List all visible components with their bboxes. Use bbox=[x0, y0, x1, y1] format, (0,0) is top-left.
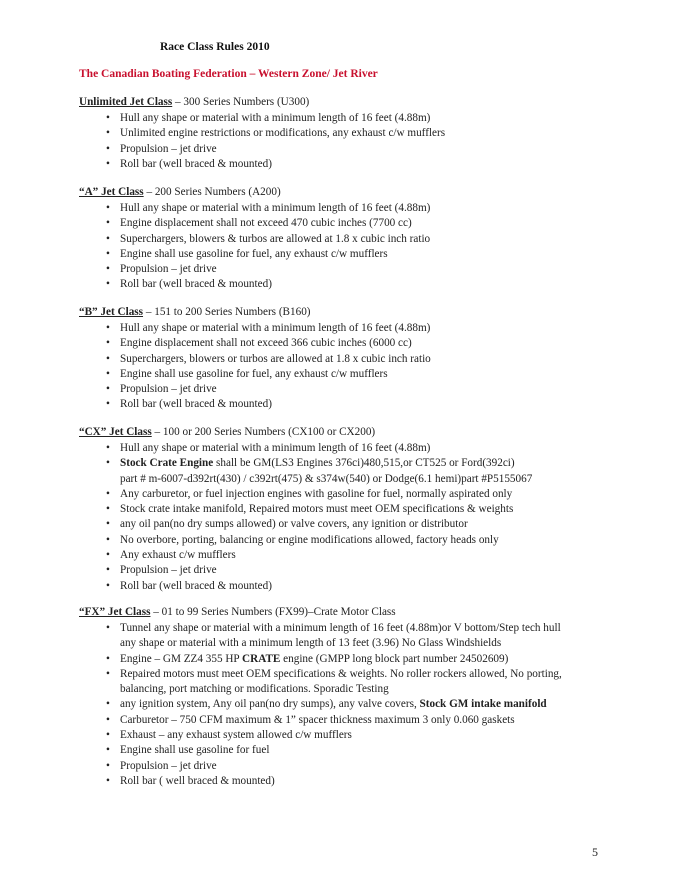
rule-text: Exhaust – any exhaust system allowed c/w mufflers bbox=[120, 729, 352, 742]
rule-text: Roll bar (well braced & mounted) bbox=[120, 157, 272, 170]
rule-text: Propulsion – jet drive bbox=[120, 263, 217, 276]
stock-gm-intake-label: Stock GM intake manifold bbox=[419, 698, 547, 711]
bullet-icon: • bbox=[106, 759, 110, 772]
section-b-jet-class bbox=[79, 304, 639, 413]
section-unlimited-jet-class bbox=[79, 94, 639, 172]
bullet-icon: • bbox=[106, 774, 110, 787]
bullet-icon: • bbox=[106, 533, 110, 546]
bullet-icon: • bbox=[106, 367, 110, 380]
rule-text: shall be GM(LS3 Engines 376ci)480,515,or CT525 or Ford(392ci) bbox=[213, 457, 515, 470]
bullet-icon: • bbox=[106, 157, 110, 170]
bullet-icon: • bbox=[106, 352, 110, 365]
bullet-icon: • bbox=[106, 698, 110, 711]
rule-text: Superchargers, blowers & turbos are allowed at 1.8 x cubic inch ratio bbox=[120, 232, 431, 245]
rule-text: Tunnel any shape or material with a minimum length of 16 feet (4.88m)or V bottom/Step tech hull bbox=[120, 622, 561, 634]
class-name: “FX” Jet Class bbox=[79, 606, 151, 618]
bullet-icon: • bbox=[106, 518, 110, 531]
rule-item bbox=[79, 563, 639, 578]
rule-item bbox=[79, 743, 639, 758]
rule-text-continued: part # m-6007-d392rt(430) / c392rt(475) & s374w(540) or Dodge(6.1 hemi)part #P5155067 bbox=[120, 472, 533, 485]
rule-text-continued: balancing, port matching or modifications. Sporadic Testing bbox=[120, 683, 389, 696]
rule-item bbox=[79, 533, 639, 548]
bullet-icon: • bbox=[106, 564, 110, 577]
rule-text: Engine displacement shall not exceed 366 cubic inches (6000 cc) bbox=[120, 337, 412, 350]
series-numbers: – 01 to 99 Series Numbers (FX99)–Crate Motor Class bbox=[150, 606, 396, 618]
rule-text: Propulsion – jet drive bbox=[120, 383, 217, 396]
bullet-icon: • bbox=[106, 217, 110, 230]
class-name: Unlimited Jet Class bbox=[79, 96, 173, 108]
rule-text: Hull any shape or material with a minimum length of 16 feet (4.88m) bbox=[120, 442, 431, 454]
bullet-icon: • bbox=[106, 337, 110, 350]
rule-item bbox=[79, 216, 639, 231]
rule-item bbox=[79, 456, 639, 487]
rule-text: Roll bar (well braced & mounted) bbox=[120, 398, 272, 411]
rule-text: Superchargers, blowers or turbos are allowed at 1.8 x cubic inch ratio bbox=[120, 352, 431, 365]
rule-item bbox=[79, 441, 639, 456]
rule-item bbox=[79, 697, 639, 712]
rule-text: Engine displacement shall not exceed 470 cubic inches (7700 cc) bbox=[120, 217, 412, 230]
bullet-icon: • bbox=[106, 579, 110, 592]
bullet-icon: • bbox=[106, 652, 110, 665]
section-heading bbox=[79, 94, 639, 111]
class-name: “B” Jet Class bbox=[79, 306, 144, 318]
bullet-icon: • bbox=[106, 112, 110, 124]
rule-text: any ignition system, Any oil pan(no dry sumps), any valve covers, bbox=[120, 698, 420, 711]
series-numbers: – 100 or 200 Series Numbers (CX100 or CX200) bbox=[151, 426, 376, 438]
bullet-icon: • bbox=[106, 713, 110, 726]
bullet-icon: • bbox=[106, 503, 110, 516]
bullet-icon: • bbox=[106, 622, 110, 634]
rule-text: Any exhaust c/w mufflers bbox=[120, 549, 236, 562]
rule-text: Engine shall use gasoline for fuel, any exhaust c/w mufflers bbox=[120, 367, 388, 380]
rule-item bbox=[79, 277, 639, 292]
rule-text: Hull any shape or material with a minimum length of 16 feet (4.88m) bbox=[120, 322, 431, 334]
rule-item bbox=[79, 502, 639, 517]
organization-heading: The Canadian Boating Federation – Western Zone/ Jet River bbox=[79, 68, 378, 80]
rule-item bbox=[79, 667, 639, 698]
rule-text: Propulsion – jet drive bbox=[120, 142, 217, 155]
rule-list bbox=[79, 621, 639, 789]
section-heading bbox=[79, 184, 639, 201]
rule-text-continued: any shape or material with a minimum length of 13 feet (3.96) No Glass Windshields bbox=[120, 637, 502, 650]
bullet-icon: • bbox=[106, 202, 110, 214]
section-fx-jet-class bbox=[79, 604, 639, 789]
rule-item bbox=[79, 579, 639, 594]
rule-item bbox=[79, 247, 639, 262]
rule-item bbox=[79, 759, 639, 774]
rule-item bbox=[79, 517, 639, 532]
rule-list bbox=[79, 441, 639, 594]
rule-text: Roll bar ( well braced & mounted) bbox=[120, 774, 275, 787]
rule-list bbox=[79, 201, 639, 293]
rule-item bbox=[79, 774, 639, 789]
rule-text: Hull any shape or material with a minimum length of 16 feet (4.88m) bbox=[120, 112, 431, 124]
rule-item bbox=[79, 157, 639, 172]
rule-text: Engine shall use gasoline for fuel, any exhaust c/w mufflers bbox=[120, 247, 388, 260]
rule-text: Unlimited engine restrictions or modifications, any exhaust c/w mufflers bbox=[120, 127, 446, 140]
section-heading bbox=[79, 304, 639, 321]
document-title: Race Class Rules 2010 bbox=[160, 41, 270, 53]
class-name: “CX” Jet Class bbox=[79, 426, 152, 438]
rule-item bbox=[79, 652, 639, 667]
bullet-icon: • bbox=[106, 667, 110, 680]
bullet-icon: • bbox=[106, 744, 110, 757]
rule-item bbox=[79, 728, 639, 743]
series-numbers: – 200 Series Numbers (A200) bbox=[143, 186, 281, 198]
rule-text: Roll bar (well braced & mounted) bbox=[120, 579, 272, 592]
page-number: 5 bbox=[592, 845, 598, 859]
rule-item bbox=[79, 232, 639, 247]
rule-item bbox=[79, 111, 639, 126]
class-name: “A” Jet Class bbox=[79, 186, 144, 198]
bullet-icon: • bbox=[106, 442, 110, 454]
section-a-jet-class bbox=[79, 184, 639, 293]
bullet-icon: • bbox=[106, 549, 110, 562]
rule-item bbox=[79, 487, 639, 502]
rule-text: Stock crate intake manifold, Repaired motors must meet OEM specifications & weights bbox=[120, 503, 514, 516]
bullet-icon: • bbox=[106, 398, 110, 411]
rule-item bbox=[79, 548, 639, 563]
rule-text: any oil pan(no dry sumps allowed) or valve covers, any ignition or distributor bbox=[120, 518, 468, 531]
rule-item bbox=[79, 142, 639, 157]
section-heading bbox=[79, 604, 639, 621]
rule-item bbox=[79, 713, 639, 728]
bullet-icon: • bbox=[106, 322, 110, 334]
rule-item bbox=[79, 621, 639, 652]
rule-text: Engine shall use gasoline for fuel bbox=[120, 744, 270, 757]
rule-list bbox=[79, 321, 639, 413]
series-numbers: – 151 to 200 Series Numbers (B160) bbox=[143, 306, 311, 318]
rule-text: engine (GMPP long block part number 24502609) bbox=[280, 652, 509, 665]
rule-item bbox=[79, 382, 639, 397]
rule-item bbox=[79, 352, 639, 367]
rule-text: Propulsion – jet drive bbox=[120, 564, 217, 577]
section-cx-jet-class bbox=[79, 424, 639, 594]
bullet-icon: • bbox=[106, 263, 110, 276]
bullet-icon: • bbox=[106, 383, 110, 396]
rule-text: No overbore, porting, balancing or engine modifications allowed, factory heads only bbox=[120, 533, 499, 546]
rule-text: Carburetor – 750 CFM maximum & 1” spacer thickness maximum 3 only 0.060 gaskets bbox=[120, 713, 515, 726]
bullet-icon: • bbox=[106, 232, 110, 245]
rule-text: Engine – GM ZZ4 355 HP bbox=[120, 652, 243, 665]
series-numbers: – 300 Series Numbers (U300) bbox=[172, 96, 310, 108]
rule-text: Any carburetor, or fuel injection engines with gasoline for fuel, normally aspirated only bbox=[120, 487, 513, 500]
stock-crate-engine-label: Stock Crate Engine bbox=[120, 457, 214, 470]
bullet-icon: • bbox=[106, 247, 110, 260]
rule-text: Hull any shape or material with a minimum length of 16 feet (4.88m) bbox=[120, 202, 431, 214]
rule-item bbox=[79, 321, 639, 336]
bullet-icon: • bbox=[106, 729, 110, 742]
rule-item bbox=[79, 367, 639, 382]
bullet-icon: • bbox=[106, 278, 110, 291]
bullet-icon: • bbox=[106, 142, 110, 155]
rule-item bbox=[79, 262, 639, 277]
rule-item bbox=[79, 126, 639, 141]
rule-text: Propulsion – jet drive bbox=[120, 759, 217, 772]
rule-item bbox=[79, 201, 639, 216]
rule-text: Roll bar (well braced & mounted) bbox=[120, 278, 272, 291]
rule-item bbox=[79, 336, 639, 351]
bullet-icon: • bbox=[106, 127, 110, 140]
bullet-icon: • bbox=[106, 457, 110, 470]
section-heading bbox=[79, 424, 639, 441]
rule-item bbox=[79, 397, 639, 412]
rule-text: Repaired motors must meet OEM specifications & weights. No roller rockers allowed, No porting, bbox=[120, 667, 562, 680]
bullet-icon: • bbox=[106, 487, 110, 500]
rule-list bbox=[79, 111, 639, 172]
crate-label: CRATE bbox=[242, 652, 281, 665]
